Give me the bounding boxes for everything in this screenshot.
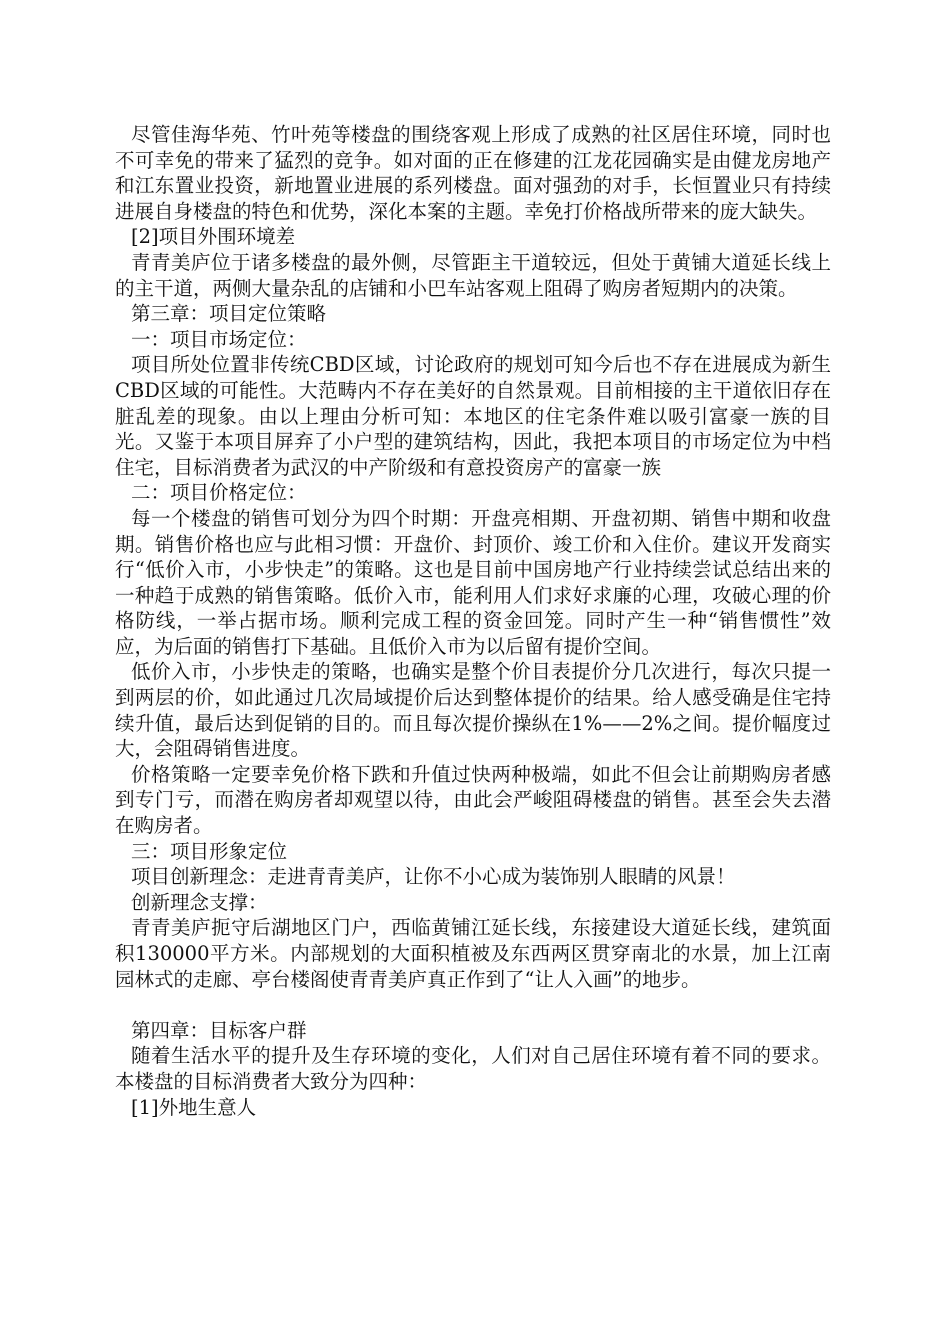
paragraph-environment: 青青美庐位于诸多楼盘的最外侧，尽管距主干道较远，但处于黄铺大道延长线上的主干道，两侧大量杂乱的店铺和小巴车站客观上阻碍了购房者短期内的决策。 [115,250,831,300]
subheading-environment: [2]项目外围环境差 [131,225,296,249]
chapter-four-heading: 第四章：目标客户群 [131,1018,307,1042]
paragraph-innovation-concept: 项目创新理念：走进青青美庐，让你不小心成为装饰别人眼睛的风景！ [131,865,736,889]
paragraph-price-steps: 低价入市，小步快走的策略，也确实是整个价目表提价分几次进行，每次只提一到两层的价，如此通过几次局域提价后达到整体提价的结果。给人感受确是住宅持续升值，最后达到促销的目的。而且每次提价操纵在1%——2%之间。提价幅度过大，会阻碍销售进度。 [115,660,831,761]
paragraph-target-customers: 随着生活水平的提升及生存环境的变化，人们对自己居住环境有着不同的要求。本楼盘的目标消费者大致分为四种： [115,1044,831,1093]
document-body [115,122,831,1120]
paragraph-concept-support-label: 创新理念支撑： [131,890,268,914]
paragraph-competition: 尽管佳海华苑、竹叶苑等楼盘的围绕客观上形成了成熟的社区居住环境，同时也不可幸免的带来了猛烈的竞争。如对面的正在修建的江龙花园确实是由健龙房地产和江东置业投资，新地置业进展的系列楼盘。面对强劲的对手，长恒置业只有持续进展自身楼盘的特色和优势，深化本案的主题。幸免打价格战所带来的庞大缺失。 [115,123,831,223]
blank-line [115,992,831,1018]
paragraph-price-periods: 每一个楼盘的销售可划分为四个时期：开盘亮相期、开盘初期、销售中期和收盘期。销售价格也应与此相习惯：开盘价、封顶价、竣工价和入住价。建议开发商实行“低价入市，小步快走”的策略。这也是目前中国房地产行业持续尝试总结出来的一种趋于成熟的销售策略。低价入市，能利用人们求好求廉的心理，攻破心理的价格防线，一举占据市场。顺利完成工程的资金回笼。同时产生一种“销售惯性”效应，为后面的销售打下基础。且低价入市为以后留有提价空间。 [115,506,831,658]
chapter-three-heading: 第三章：项目定位策略 [131,302,327,326]
subheading-out-of-town-merchants: [1]外地生意人 [131,1095,257,1119]
section-market-positioning: 一：项目市场定位： [131,327,307,351]
section-price-positioning: 二：项目价格定位： [131,481,307,505]
paragraph-concept-support: 青青美庐扼守后湖地区门户，西临黄铺江延长线，东接建设大道延长线，建筑面积130000平方米。内部规划的大面积植被及东西两区贯穿南北的水景，加上江南园林式的走廊、亭台楼阁使青青美庐真正作到了“让人入画”的地步。 [115,916,831,991]
paragraph-market-positioning: 项目所处位置非传统CBD区域，讨论政府的规划可知今后也不存在进展成为新生CBD区域的可能性。大范畴内不存在美好的自然景观。目前相接的主干道依旧存在脏乱差的现象。由以上理由分析可知：本地区的住宅条件难以吸引富豪一族的目光。又鉴于本项目屏弃了小户型的建筑结构，因此，我把本项目的市场定位为中档住宅，目标消费者为武汉的中产阶级和有意投资房产的富豪一族 [115,353,831,479]
section-image-positioning: 三：项目形象定位 [131,839,288,863]
paragraph-price-strategy: 价格策略一定要幸免价格下跌和升值过快两种极端，如此不但会让前期购房者感到专门亏，而潜在购房者却观望以待，由此会严峻阻碍楼盘的销售。甚至会失去潜在购房者。 [115,762,831,838]
